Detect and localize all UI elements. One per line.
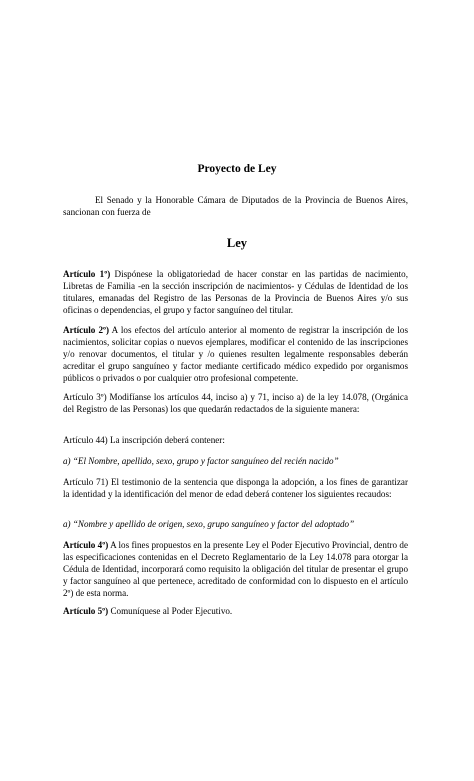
document-title: Proyecto de Ley (197, 163, 277, 175)
enacting-formula: El Senado y la Honorable Cámara de Diputados de la Provincia de Buenos Aires, sancionan con fuerza de (63, 195, 408, 217)
article-2-text: A los efectos del artículo anterior al momento de registrar la inscripción de los nacimientos, solicitar copias o nuevos ejemplares, modificar el contenido de las inscripciones y/o renovar documentos, el titular y /o quienes resulten legalmente responsables deberán acreditar el grupo sanguíneo y factor mediante certificado médico expedido por organismos públicos o privados o por cualquier otro profesional competente. (63, 325, 408, 383)
article-5-lead: Artículo 5º) (63, 606, 109, 616)
article-1-text: Dispónese la obligatoriedad de hacer constar en las partidas de nacimiento, Libretas de Familia -en la sección inscripción de nacimientos- y Cédulas de Identidad de los titulares, emanadas del Registro de las Personas de la Provincia de Buenos Aires y/o sus oficinas o dependencias, el grupo y factor sanguíneo del titular. (63, 269, 408, 315)
article-2 (63, 324, 408, 384)
article-71-heading: Artículo 71) El testimonio de la sentencia que disponga la adopción, a los fines de garantizar la identidad y la identificación del menor de edad deberá contener los siguientes recaudos: (63, 477, 408, 499)
article-5 (63, 605, 408, 617)
article-1-lead: Artículo 1º) (63, 269, 111, 279)
article-2-lead: Artículo 2º) (63, 325, 110, 335)
article-4-text: A los fines propuestos en la presente Ley el Poder Ejecutivo Provincial, dentro de las especificaciones contenidas en el Decreto Reglamentario de la Ley 14.078 para otorgar la Cédula de Identidad, incorporará como requisito la obligación del titular de presentar el grupo y factor sanguíneo al que pertenece, acreditado de conformidad con lo dispuesto en el artículo 2º) de esta norma. (63, 540, 408, 598)
article-4-lead: Artículo 4º) (63, 540, 109, 550)
article-44-clause-a: a) “El Nombre, apellido, sexo, grupo y factor sanguíneo del recién nacido” (63, 456, 339, 466)
article-71-clause-a: a) “Nombre y apellido de origen, sexo, grupo sanguíneo y factor del adoptado” (63, 519, 355, 529)
article-44-heading: Artículo 44) La inscripción deberá contener: (63, 435, 225, 445)
law-heading: Ley (226, 236, 248, 250)
article-5-text: Comuníquese al Poder Ejecutivo. (108, 606, 233, 616)
article-4 (63, 539, 408, 599)
article-1 (63, 268, 408, 316)
article-3: Artículo 3º) Modifíanse los artículos 44, inciso a) y 71, inciso a) de la ley 14.078, (Orgánica del Registro de las Personas) los que quedarán redactados de la siguiente manera: (63, 392, 408, 414)
